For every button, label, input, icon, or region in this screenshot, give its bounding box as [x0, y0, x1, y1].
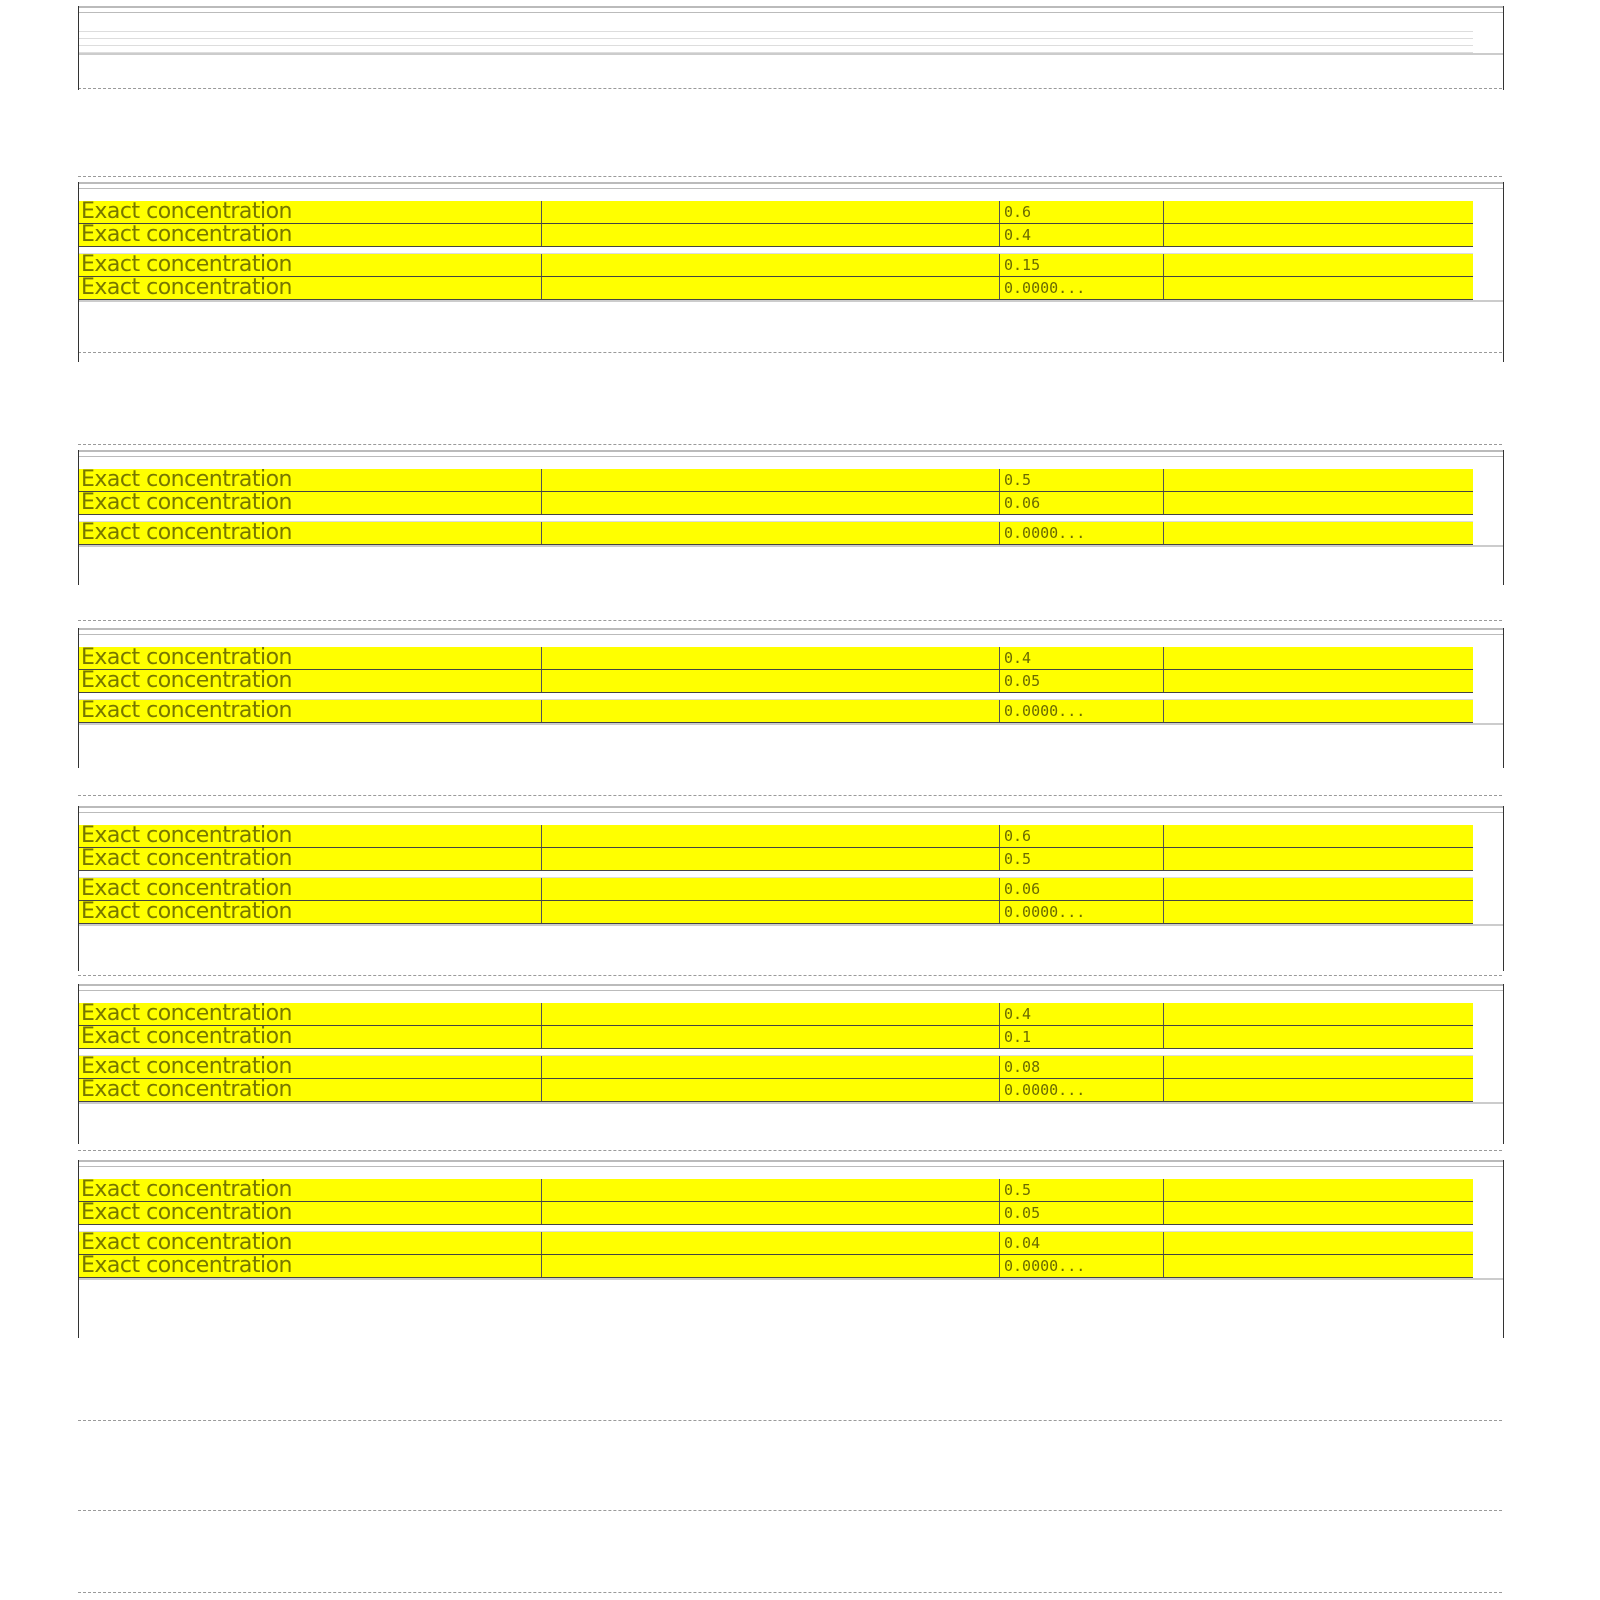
- row-detail: [541, 848, 995, 870]
- table-top-rule: [79, 1160, 1503, 1167]
- row-empty-cell: [1163, 224, 1473, 246]
- row-detail: [541, 825, 995, 847]
- row-value: 0.0000...: [999, 700, 1163, 722]
- divider: [79, 46, 1473, 53]
- table-row: [79, 878, 1473, 901]
- row-detail: [541, 1003, 995, 1025]
- row-value: 0.0000...: [999, 901, 1163, 923]
- row-empty-cell: [1163, 1026, 1473, 1048]
- table-row: [79, 647, 1473, 670]
- row-detail: [541, 277, 995, 299]
- row-empty-cell: [1163, 1255, 1473, 1277]
- row-name: Exact concentration: [81, 254, 292, 276]
- row-detail: [541, 224, 995, 246]
- row-empty-cell: [1163, 1202, 1473, 1224]
- row-detail: [541, 878, 995, 900]
- row-empty-cell: [1163, 848, 1473, 870]
- row-empty-cell: [1163, 522, 1473, 544]
- row-name: Exact concentration: [81, 825, 292, 847]
- row-name: Exact concentration: [81, 1232, 292, 1254]
- table-row: [79, 1179, 1473, 1202]
- table-header: [79, 993, 1503, 1003]
- row-name: Exact concentration: [81, 1079, 292, 1101]
- table-top-rule: [79, 182, 1503, 189]
- row-empty-cell: [1163, 647, 1473, 669]
- row-empty-cell: [1163, 670, 1473, 692]
- table-row: [79, 1003, 1473, 1026]
- row-empty-cell: [1163, 700, 1473, 722]
- row-value: 0.5: [999, 1179, 1163, 1201]
- table-header: [79, 815, 1503, 825]
- row-detail: [541, 670, 995, 692]
- row-empty-cell: [1163, 254, 1473, 276]
- table-row: [79, 1026, 1473, 1049]
- row-value: 0.4: [999, 647, 1163, 669]
- table-row: [79, 670, 1473, 693]
- table-top-rule: [79, 984, 1503, 991]
- row-value: 0.4: [999, 1003, 1163, 1025]
- table-header: [79, 637, 1503, 647]
- row-name: Exact concentration: [81, 1026, 292, 1048]
- table-row: [79, 1202, 1473, 1225]
- row-value: 0.6: [999, 825, 1163, 847]
- row-name: Exact concentration: [81, 201, 292, 223]
- table-row: [79, 224, 1473, 247]
- row-detail: [541, 1026, 995, 1048]
- row-empty-cell: [1163, 277, 1473, 299]
- row-value: 0.5: [999, 469, 1163, 491]
- row-name: Exact concentration: [81, 647, 292, 669]
- row-detail: [541, 201, 995, 223]
- row-value: 0.0000...: [999, 277, 1163, 299]
- page-separator: [78, 1510, 1502, 1511]
- divider: [79, 247, 1473, 254]
- page-separator: [78, 795, 1502, 796]
- table-footer: [79, 545, 1503, 565]
- row-detail: [541, 1056, 995, 1078]
- row-value: 0.15: [999, 254, 1163, 276]
- row-detail: [541, 254, 995, 276]
- table-row: [79, 254, 1473, 277]
- table-block: [78, 450, 1504, 585]
- row-value: 0.0000...: [999, 1255, 1163, 1277]
- page-separator: [78, 975, 1502, 976]
- row-name: Exact concentration: [81, 522, 292, 544]
- table-footer: [79, 1102, 1503, 1122]
- table-top-rule: [79, 6, 1503, 13]
- table-row: [79, 1232, 1473, 1255]
- row-name: Exact concentration: [81, 492, 292, 514]
- row-name: Exact concentration: [81, 469, 292, 491]
- page-separator: [78, 444, 1502, 445]
- row-name: Exact concentration: [81, 1202, 292, 1224]
- divider: [79, 1049, 1473, 1056]
- row-value: 0.0000...: [999, 1079, 1163, 1101]
- row-name: Exact concentration: [81, 277, 292, 299]
- row-name: Exact concentration: [81, 670, 292, 692]
- divider: [79, 32, 1473, 39]
- row-detail: [541, 469, 995, 491]
- divider: [79, 39, 1473, 46]
- table-footer: [79, 723, 1503, 743]
- row-empty-cell: [1163, 825, 1473, 847]
- row-name: Exact concentration: [81, 1056, 292, 1078]
- table-top-rule: [79, 806, 1503, 813]
- table-footer: [79, 300, 1503, 320]
- table-header: [79, 459, 1503, 469]
- row-value: 0.04: [999, 1232, 1163, 1254]
- row-name: Exact concentration: [81, 1255, 292, 1277]
- row-name: Exact concentration: [81, 224, 292, 246]
- row-detail: [541, 1232, 995, 1254]
- row-name: Exact concentration: [81, 1179, 292, 1201]
- row-value: 0.6: [999, 201, 1163, 223]
- row-value: 0.06: [999, 878, 1163, 900]
- table-header: [79, 1169, 1503, 1179]
- table-footer: [79, 1278, 1503, 1298]
- row-detail: [541, 647, 995, 669]
- table-row: [79, 700, 1473, 723]
- table-row: [79, 201, 1473, 224]
- table-row: [79, 1056, 1473, 1079]
- row-detail: [541, 1255, 995, 1277]
- page-separator: [78, 176, 1502, 177]
- page-separator: [78, 1150, 1502, 1151]
- table-row: [79, 492, 1473, 515]
- table-row: [79, 277, 1473, 300]
- row-empty-cell: [1163, 901, 1473, 923]
- row-empty-cell: [1163, 878, 1473, 900]
- row-value: 0.4: [999, 224, 1163, 246]
- table-row: [79, 469, 1473, 492]
- row-value: 0.1: [999, 1026, 1163, 1048]
- row-name: Exact concentration: [81, 878, 292, 900]
- table-block: [78, 6, 1504, 90]
- divider: [79, 693, 1473, 700]
- row-value: 0.5: [999, 848, 1163, 870]
- divider: [79, 515, 1473, 522]
- table-header: [79, 15, 1503, 25]
- row-value: 0.06: [999, 492, 1163, 514]
- table-row: [79, 825, 1473, 848]
- table-header: [79, 191, 1503, 201]
- page-separator: [78, 620, 1502, 621]
- table-row: [79, 901, 1473, 924]
- table-top-rule: [79, 628, 1503, 635]
- row-value: 0.05: [999, 1202, 1163, 1224]
- row-detail: [541, 492, 995, 514]
- row-detail: [541, 901, 995, 923]
- row-empty-cell: [1163, 1179, 1473, 1201]
- row-name: Exact concentration: [81, 901, 292, 923]
- row-empty-cell: [1163, 201, 1473, 223]
- row-detail: [541, 700, 995, 722]
- row-name: Exact concentration: [81, 700, 292, 722]
- table-block: [78, 984, 1504, 1144]
- page-separator: [78, 1592, 1502, 1593]
- row-name: Exact concentration: [81, 848, 292, 870]
- row-empty-cell: [1163, 1003, 1473, 1025]
- row-detail: [541, 1179, 995, 1201]
- row-empty-cell: [1163, 1056, 1473, 1078]
- table-block: [78, 806, 1504, 971]
- table-row: [79, 522, 1473, 545]
- table-top-rule: [79, 450, 1503, 457]
- table-row: [79, 848, 1473, 871]
- row-value: 0.0000...: [999, 522, 1163, 544]
- table-block: [78, 1160, 1504, 1338]
- row-detail: [541, 522, 995, 544]
- table-footer: [79, 53, 1503, 73]
- row-empty-cell: [1163, 1232, 1473, 1254]
- row-empty-cell: [1163, 492, 1473, 514]
- row-detail: [541, 1079, 995, 1101]
- divider: [79, 871, 1473, 878]
- divider: [79, 1225, 1473, 1232]
- table-footer: [79, 924, 1503, 944]
- row-detail: [541, 1202, 995, 1224]
- row-value: 0.05: [999, 670, 1163, 692]
- table-block: [78, 182, 1504, 362]
- divider: [79, 25, 1473, 32]
- table-block: [78, 628, 1504, 768]
- row-value: 0.08: [999, 1056, 1163, 1078]
- row-empty-cell: [1163, 469, 1473, 491]
- row-empty-cell: [1163, 1079, 1473, 1101]
- row-name: Exact concentration: [81, 1003, 292, 1025]
- page-separator: [78, 1420, 1502, 1421]
- table-row: [79, 1255, 1473, 1278]
- table-row: [79, 1079, 1473, 1102]
